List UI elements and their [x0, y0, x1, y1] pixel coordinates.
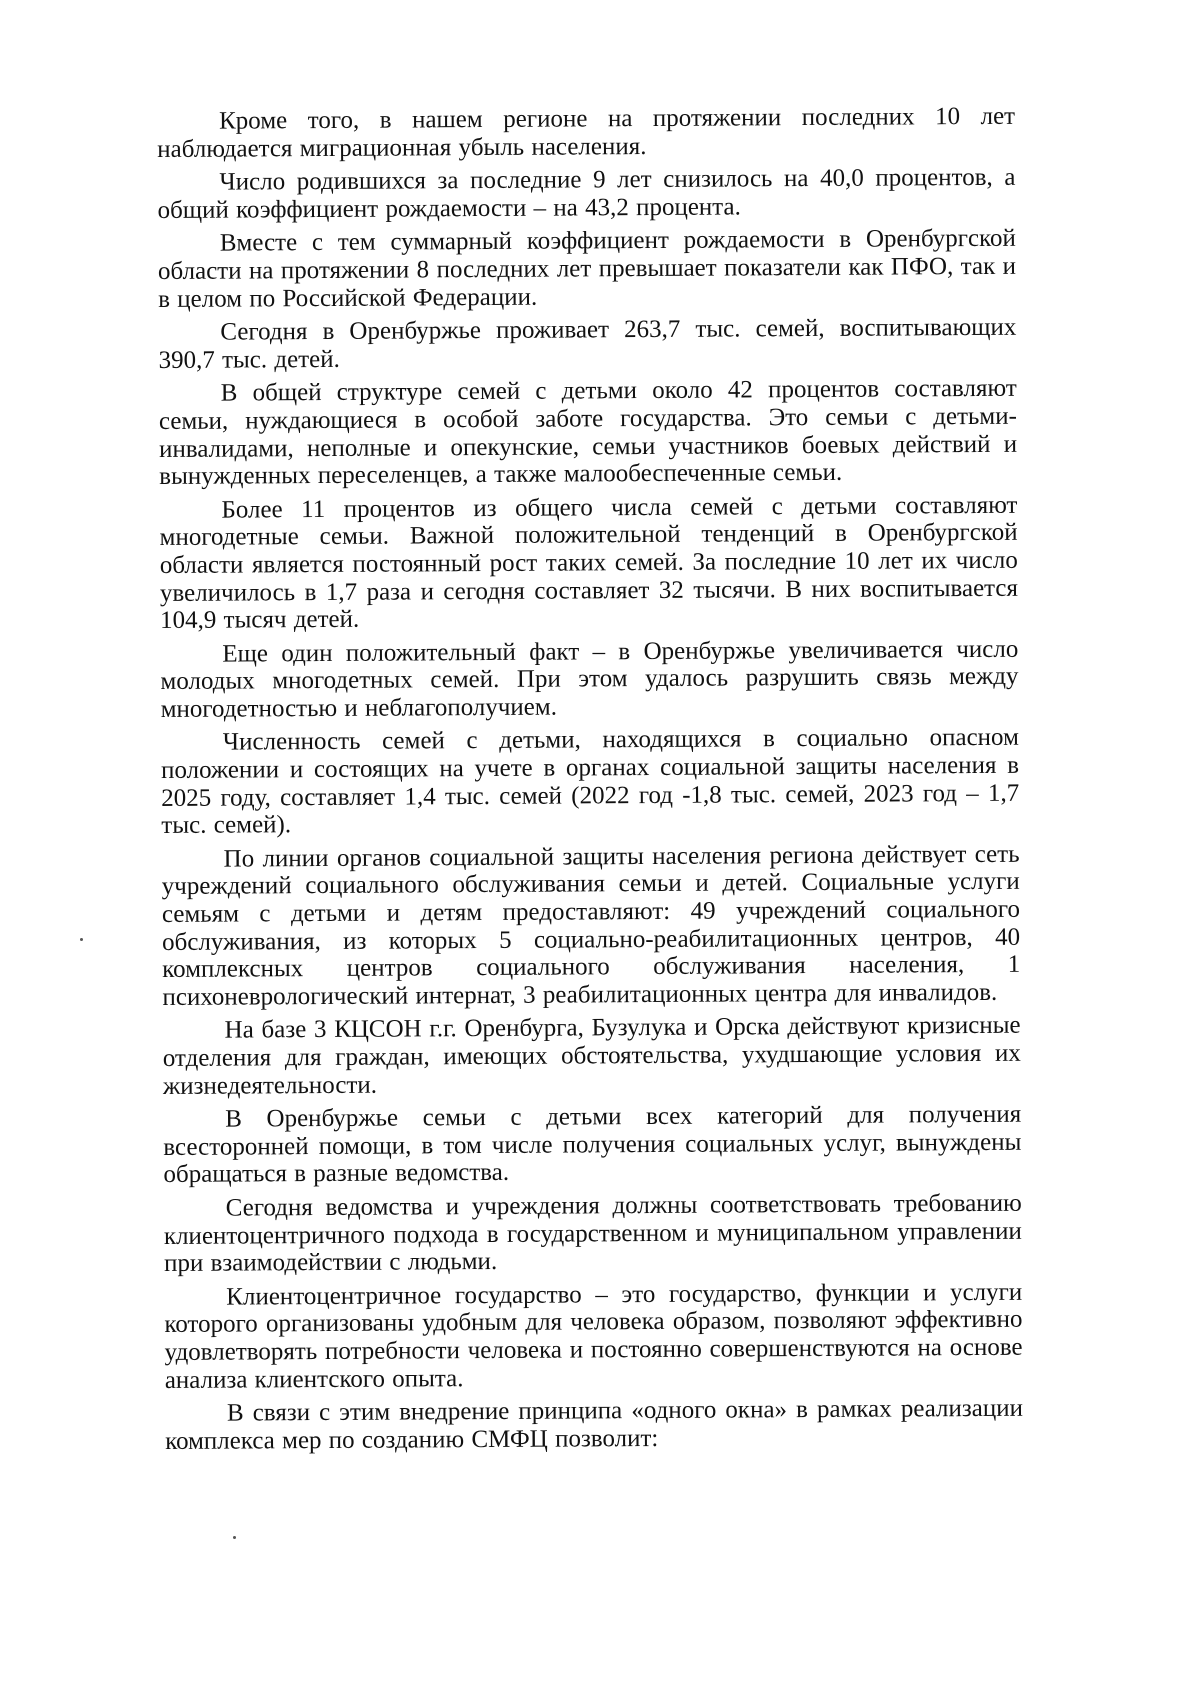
- paragraph-young-large-families: Еще один положительный факт – в Оренбуржье увеличивается число молодых многодетных семей. При этом удалось разрушить связь между многодетностью и неблагополучием.: [160, 635, 1019, 723]
- paragraph-large-families: Более 11 процентов из общего числа семей с детьми составляют многодетные семьи. Важной положительной тенденций в Оренбургской области является постоянный рост таких семей. За последние 10 лет их число увеличилось в 1,7 раза и сегодня составляет 32 тысячи. В них воспитывается 104,9 тысяч детей.: [159, 491, 1019, 635]
- paragraph-at-risk-families: Численность семей с детьми, находящихся в социально опасном положении и состоящих на учете в органах социальной защиты населения в 2025 году, составляет 1,4 тыс. семей (2022 год -1,8 тыс. семей, 2023 год – 1,7 тыс. семей).: [160, 724, 1020, 840]
- paragraph-client-centric-definition: Клиентоцентричное государство – это государство, функции и услуги которого организованы удобным для человека образом, позволяют эффективно удовлетворять потребности человека и постоянно совершенствуются на основе анализа клиентского опыта.: [164, 1278, 1023, 1394]
- paragraph-family-structure: В общей структуре семей с детьми около 42 процентов составляют семьи, нуждающиеся в особой заботе государства. Это семьи с детьми-инвалидами, неполные и опекунские, семьи участников боевых действий и вынужденных переселенцев, а также малообеспеченные семьи.: [158, 375, 1018, 491]
- document-body: [157, 103, 1023, 1456]
- paragraph-one-window: В связи с этим внедрение принципа «одного окна» в рамках реализации комплекса мер по созданию СМФЦ позволит:: [165, 1394, 1024, 1455]
- paragraph-client-centric-requirement: Сегодня ведомства и учреждения должны соответствовать требованию клиентоцентричного подхода в государственном и муниципальном управлении при взаимодействии с людьми.: [163, 1189, 1022, 1278]
- paragraph-birth-rate: Число родившихся за последние 9 лет снизилось на 40,0 процентов, а общий коэффициент рождаемости – на 43,2 процента.: [157, 163, 1016, 224]
- paragraph-social-institutions: По линии органов социальной защиты населения региона действует сеть учреждений социального обслуживания семьи и детей. Социальные услуги семьям с детьми и детям предоставляют: 49 учреждений социального обслуживания, из которых 5 социально-реабилитационных центров, 40 комплексных центров социального обслуживания населения, 1 психоневрологический интернат, 3 реабилитационных центра для инвалидов.: [161, 840, 1021, 1011]
- paragraph-multiple-agencies: В Оренбуржье семьи с детьми всех категорий для получения всесторонней помощи, в том числе получения социальных услуг, вынуждены обращаться в разные ведомства.: [163, 1100, 1022, 1189]
- paragraph-fertility-comparison: Вместе с тем суммарный коэффициент рождаемости в Оренбургской области на протяжении 8 последних лет превышает показатели как ПФО, так и в целом по Российской Федерации.: [157, 225, 1017, 313]
- paragraph-migration: Кроме того, в нашем регионе на протяжении последних 10 лет наблюдается миграционная убыль населения.: [157, 102, 1016, 163]
- paragraph-families-count: Сегодня в Оренбуржье проживает 263,7 тыс. семей, воспитывающих 390,7 тыс. детей.: [158, 313, 1017, 374]
- paragraph-crisis-departments: На базе 3 КЦСОН г.г. Оренбурга, Бузулука и Орска действуют кризисные отделения для граждан, имеющих обстоятельства, ухудшающие условия их жизнедеятельности.: [162, 1012, 1021, 1100]
- scan-speck: [80, 938, 83, 941]
- scan-speck: [233, 1536, 236, 1539]
